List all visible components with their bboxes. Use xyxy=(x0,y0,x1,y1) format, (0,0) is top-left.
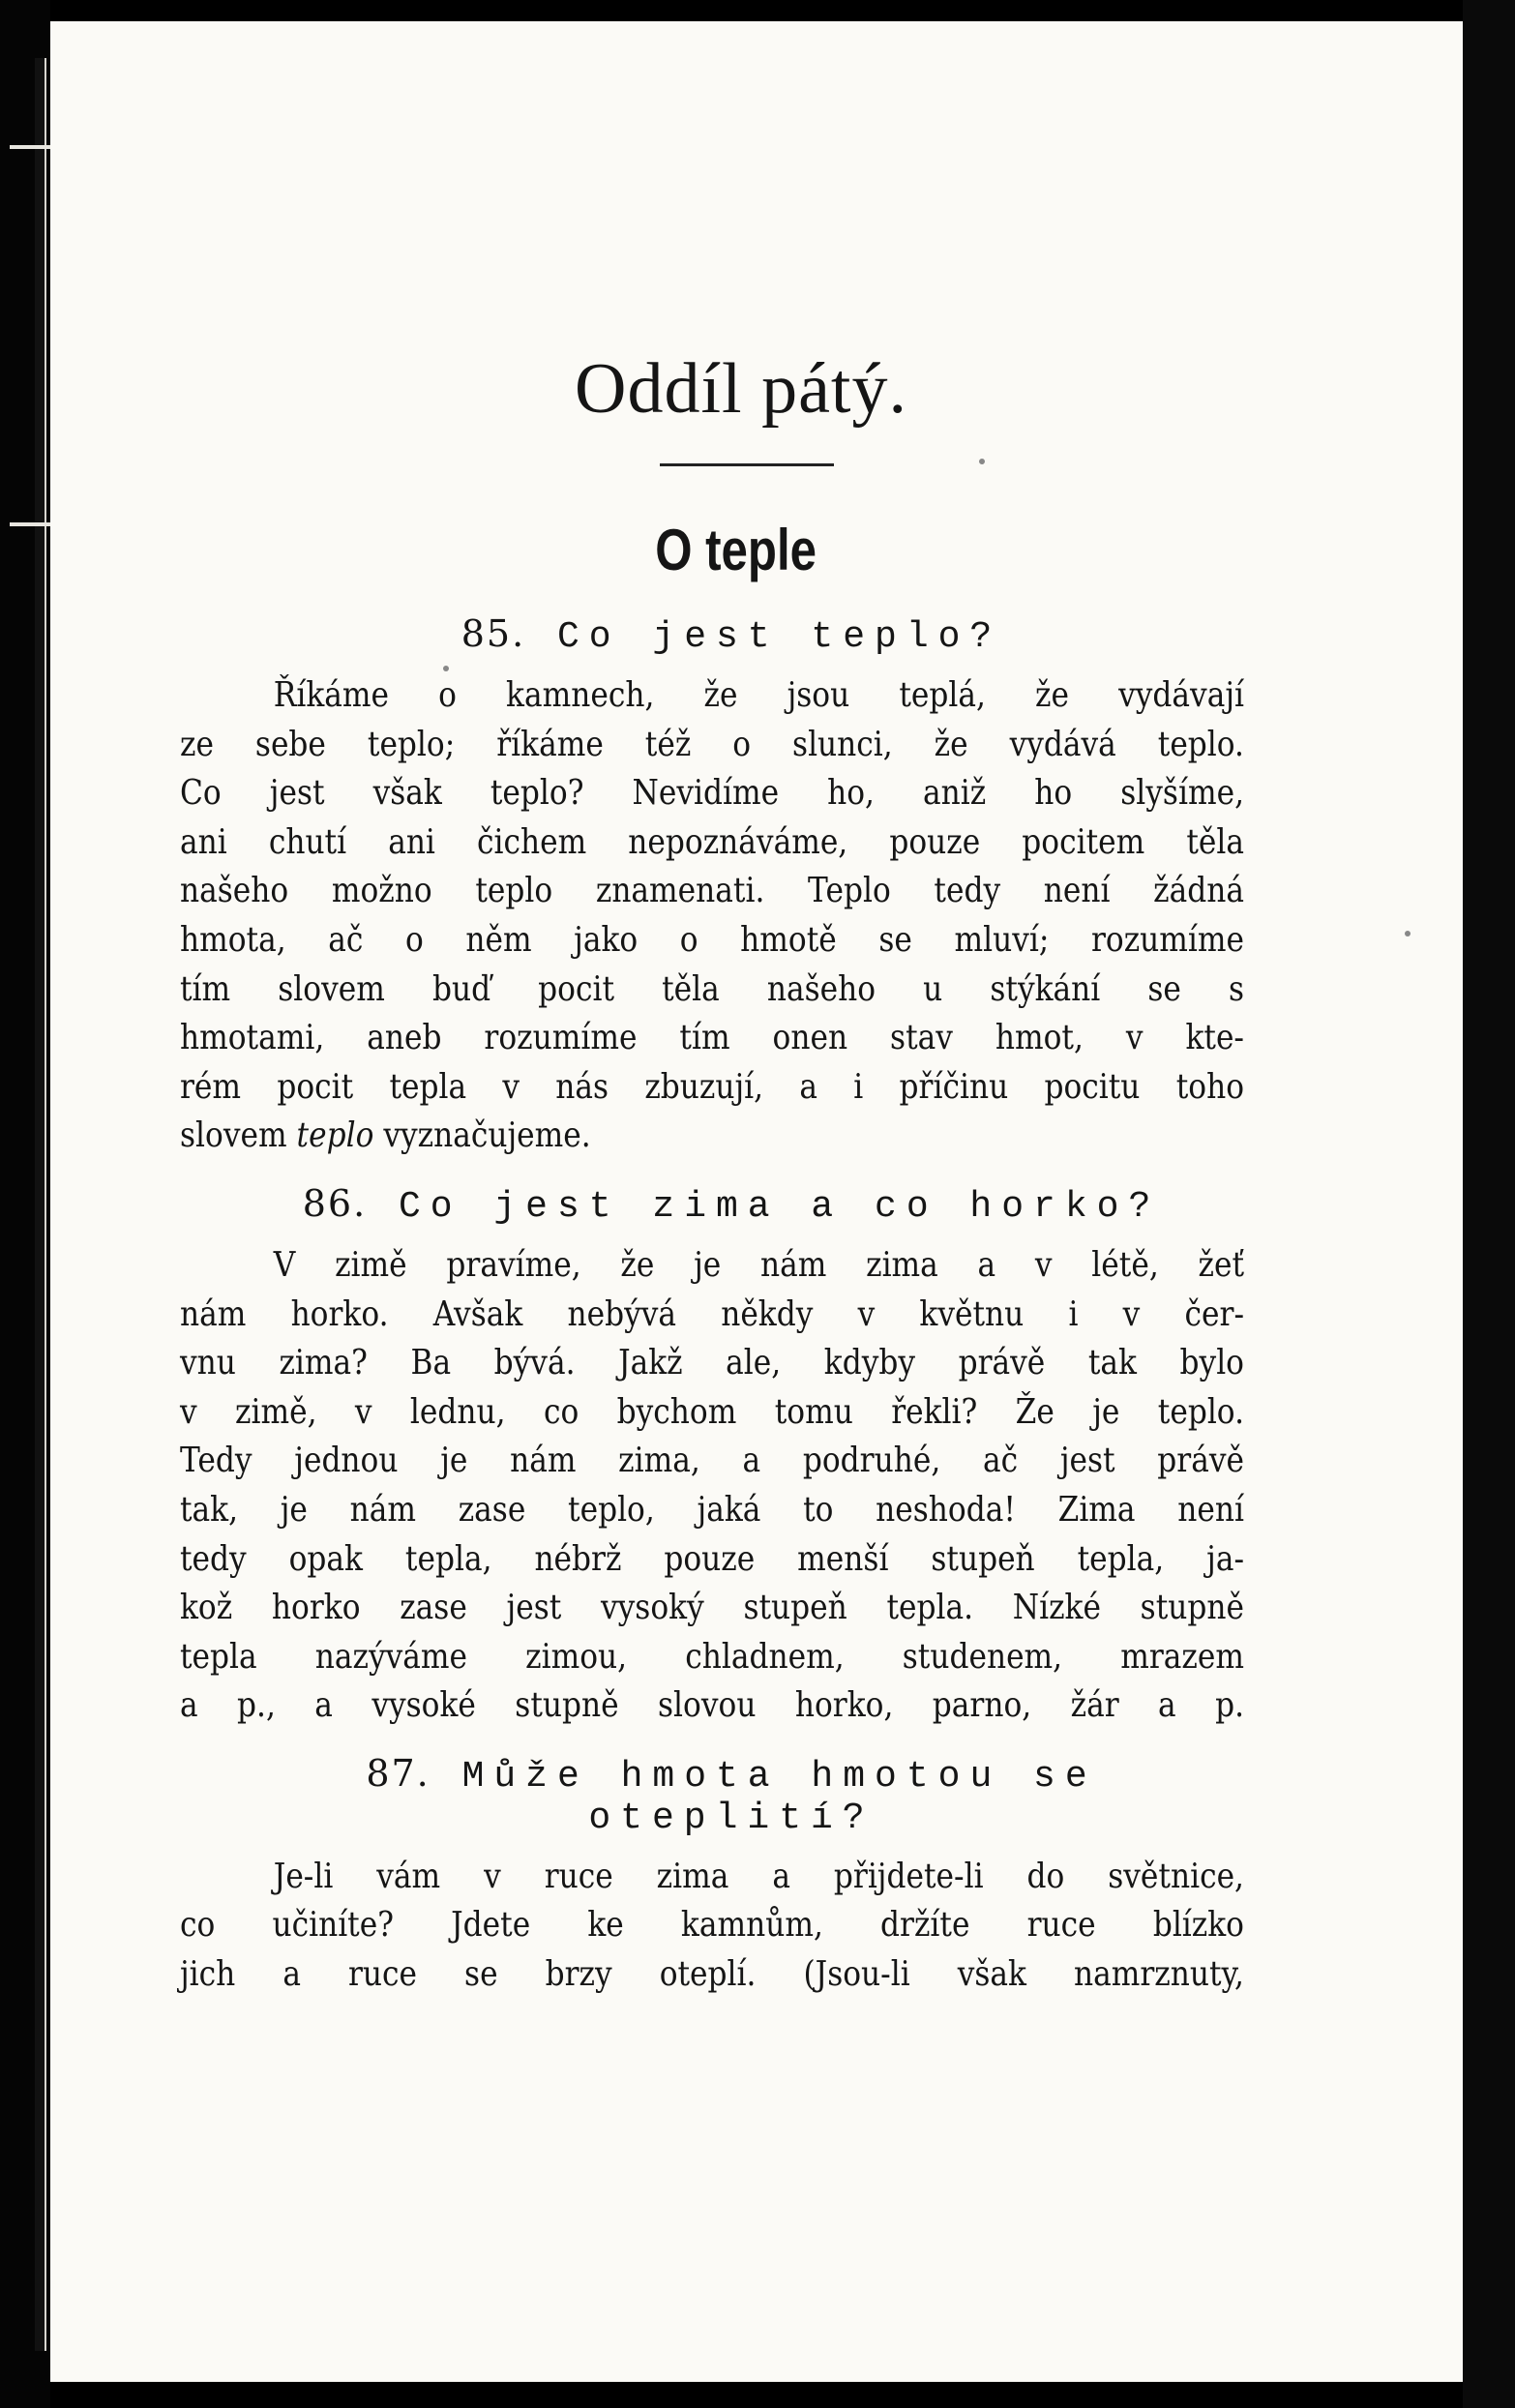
text-fragment: slovem xyxy=(180,1115,287,1156)
text-line: ani chutí ani čichem nepoznáváme, pouze pocitem těla xyxy=(180,821,1244,862)
text-line: a p., a vysoké stupně slovou horko, parno, žár a p. xyxy=(180,1685,1244,1726)
print-speck xyxy=(979,459,985,464)
title-divider xyxy=(660,463,834,466)
text-line: nám horko. Avšak nebývá někdy v květnu i v čer- xyxy=(180,1293,1244,1334)
right-scan-edge xyxy=(1463,0,1515,2408)
text-line: tím slovem buď pocit těla našeho u stýkání se s xyxy=(180,968,1244,1009)
text-line: V zimě pravíme, že je nám zima a v létě, žeť xyxy=(273,1244,1244,1285)
text-line xyxy=(180,1112,1244,1161)
text-line: ze sebe teplo; říkáme též o slunci, že vydává teplo. xyxy=(180,724,1244,764)
chapter-title: O teple xyxy=(655,518,817,582)
text-line: hmotami, aneb rozumíme tím onen stav hmot, v kte- xyxy=(180,1018,1244,1058)
page-content xyxy=(180,348,1244,2000)
text-line: hmota, ač o něm jako o hmotě se mluví; rozumíme xyxy=(180,919,1244,960)
text-line: Tedy jednou je nám zima, a podruhé, ač jest právě xyxy=(180,1441,1244,1481)
text-line: tepla nazýváme zimou, chladnem, studenem, mrazem xyxy=(180,1636,1244,1677)
question-number: 86. xyxy=(302,1181,368,1225)
section-title: Oddíl pátý. xyxy=(575,349,907,429)
paragraph xyxy=(180,671,1244,1161)
text-line: v zimě, v lednu, co bychom tomu řekli? Že je teplo. xyxy=(180,1391,1244,1432)
text-line: Co jest však teplo? Nevidíme ho, aniž ho slyšíme, xyxy=(180,773,1244,814)
text-fragment: vyznačujeme. xyxy=(383,1115,591,1156)
question-heading xyxy=(180,612,1244,658)
paragraph xyxy=(180,1241,1244,1731)
text-line: kož horko zase jest vysoký stupeň tepla. Nízké stupně xyxy=(180,1588,1244,1628)
spine-mark xyxy=(10,145,52,149)
spine-mark xyxy=(10,522,52,526)
text-line: Říkáme o kamnech, že jsou teplá, že vydávají xyxy=(273,675,1244,715)
text-line: co učiníte? Jdete ke kamnům, držíte ruce blízko xyxy=(180,1905,1244,1946)
text-line: jich a ruce se brzy oteplí. (Jsou-li však namrznuty, xyxy=(180,1954,1244,1995)
text-line: rém pocit tepla v nás zbuzují, a i příčinu pocitu toho xyxy=(180,1066,1244,1107)
question-title: Co jest zima a co horko? xyxy=(398,1185,1161,1228)
print-speck xyxy=(443,666,449,671)
paragraph xyxy=(180,1853,1244,2000)
text-line: našeho možno teplo znamenati. Teplo tedy není žádná xyxy=(180,871,1244,911)
question-title: Může hmota hmotou se oteplití? xyxy=(461,1755,1097,1839)
emphasized-term: teplo xyxy=(296,1115,374,1156)
print-speck xyxy=(1405,931,1411,936)
question-heading xyxy=(180,1182,1244,1228)
text-line: vnu zima? Ba bývá. Jakž ale, kdyby právě tak bylo xyxy=(180,1343,1244,1383)
question-number: 85. xyxy=(460,612,526,655)
page-spine xyxy=(35,58,46,2351)
text-line: Je-li vám v ruce zima a přijdete-li do světnice, xyxy=(273,1856,1244,1896)
text-line: tak, je nám zase teplo, jaká to neshoda! Zima není xyxy=(180,1489,1244,1530)
text-line: tedy opak tepla, nébrž pouze menší stupeň tepla, ja- xyxy=(180,1538,1244,1579)
question-heading xyxy=(180,1752,1244,1839)
question-title: Co jest teplo? xyxy=(556,616,1002,658)
question-number: 87. xyxy=(366,1751,431,1795)
